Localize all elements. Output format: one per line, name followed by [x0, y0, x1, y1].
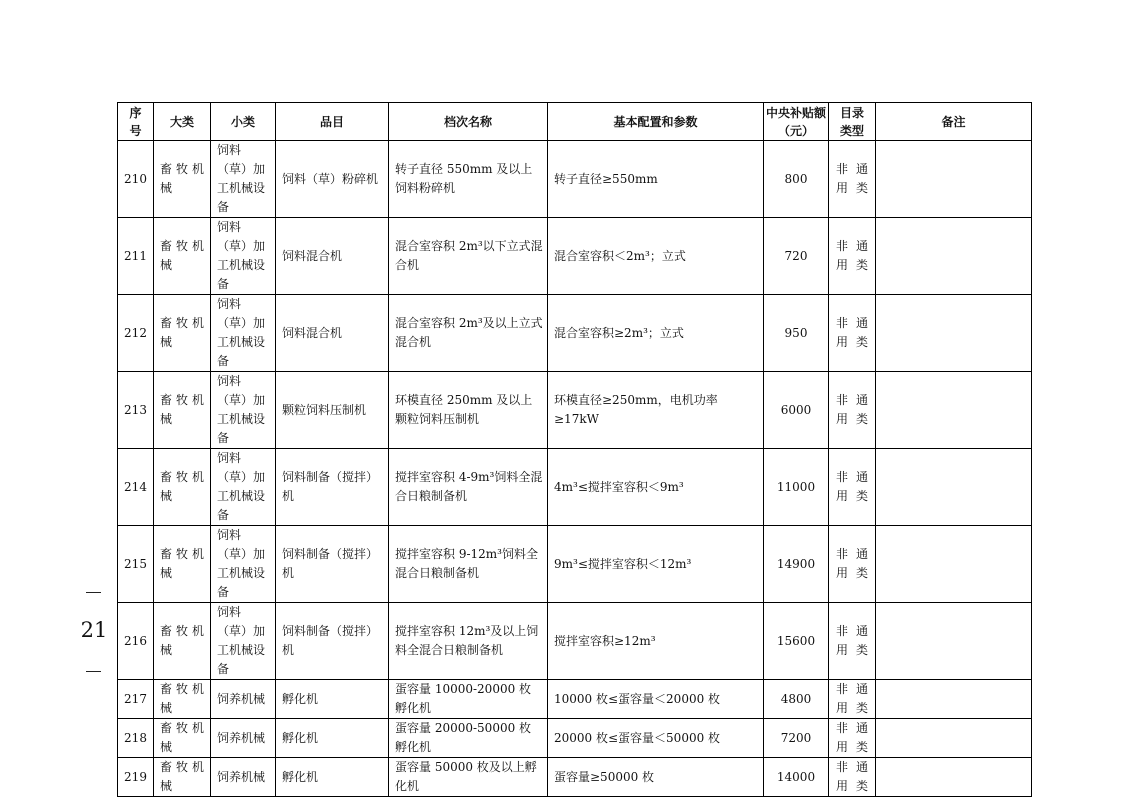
row-category: 畜牧机械 [154, 372, 211, 449]
row-no: 219 [118, 758, 154, 797]
row-category: 畜牧机械 [154, 680, 211, 719]
row-no: 218 [118, 719, 154, 758]
row-params: 混合室容积＜2m³；立式 [548, 218, 764, 295]
row-type: 非通用类 [829, 526, 876, 603]
row-item: 饲料混合机 [276, 295, 389, 372]
table-row [118, 449, 1032, 526]
subsidy-table [117, 102, 1032, 797]
row-subcategory: 饲料（草）加工机械设备 [211, 295, 276, 372]
row-subcategory: 饲养机械 [211, 758, 276, 797]
row-note [876, 526, 1032, 603]
table-row [118, 526, 1032, 603]
row-type: 非通用类 [829, 603, 876, 680]
row-note [876, 758, 1032, 797]
row-no: 212 [118, 295, 154, 372]
row-category: 畜牧机械 [154, 758, 211, 797]
row-item: 饲料制备（搅拌）机 [276, 526, 389, 603]
row-grade: 蛋容量 10000-20000 枚孵化机 [389, 680, 548, 719]
row-subcategory: 饲料（草）加工机械设备 [211, 603, 276, 680]
row-params: 蛋容量≥50000 枚 [548, 758, 764, 797]
row-params: 9m³≤搅拌室容积＜12m³ [548, 526, 764, 603]
row-type: 非通用类 [829, 680, 876, 719]
row-no: 215 [118, 526, 154, 603]
row-subsidy: 6000 [764, 372, 829, 449]
row-item: 颗粒饲料压制机 [276, 372, 389, 449]
row-no: 214 [118, 449, 154, 526]
header-category: 大类 [154, 103, 211, 141]
table-row [118, 758, 1032, 797]
header-grade: 档次名称 [389, 103, 548, 141]
row-no: 213 [118, 372, 154, 449]
row-category: 畜牧机械 [154, 603, 211, 680]
row-category: 畜牧机械 [154, 449, 211, 526]
row-category: 畜牧机械 [154, 719, 211, 758]
row-grade: 转子直径 550mm 及以上饲料粉碎机 [389, 141, 548, 218]
row-no: 217 [118, 680, 154, 719]
row-type: 非通用类 [829, 141, 876, 218]
table-row [118, 295, 1032, 372]
row-subsidy: 15600 [764, 603, 829, 680]
row-item: 饲料制备（搅拌）机 [276, 603, 389, 680]
row-note [876, 295, 1032, 372]
row-type: 非通用类 [829, 295, 876, 372]
row-category: 畜牧机械 [154, 141, 211, 218]
row-subcategory: 饲养机械 [211, 719, 276, 758]
row-note [876, 603, 1032, 680]
row-subcategory: 饲养机械 [211, 680, 276, 719]
header-note: 备注 [876, 103, 1032, 141]
row-subcategory: 饲料（草）加工机械设备 [211, 141, 276, 218]
row-params: 10000 枚≤蛋容量＜20000 枚 [548, 680, 764, 719]
table-row [118, 719, 1032, 758]
row-grade: 蛋容量 20000-50000 枚孵化机 [389, 719, 548, 758]
row-subsidy: 14000 [764, 758, 829, 797]
row-type: 非通用类 [829, 218, 876, 295]
row-subcategory: 饲料（草）加工机械设备 [211, 218, 276, 295]
row-type: 非通用类 [829, 758, 876, 797]
row-item: 孵化机 [276, 758, 389, 797]
row-no: 211 [118, 218, 154, 295]
row-subcategory: 饲料（草）加工机械设备 [211, 526, 276, 603]
row-note [876, 218, 1032, 295]
header-no: 序号 [118, 103, 154, 141]
row-type: 非通用类 [829, 449, 876, 526]
table-row [118, 603, 1032, 680]
header-subcategory: 小类 [211, 103, 276, 141]
row-params: 4m³≤搅拌室容积＜9m³ [548, 449, 764, 526]
row-params: 环模直径≥250mm，电机功率≥17kW [548, 372, 764, 449]
row-category: 畜牧机械 [154, 526, 211, 603]
row-grade: 蛋容量 50000 枚及以上孵化机 [389, 758, 548, 797]
row-note [876, 372, 1032, 449]
row-grade: 混合室容积 2m³以下立式混合机 [389, 218, 548, 295]
page-number-dash-bottom [86, 671, 101, 672]
row-subsidy: 14900 [764, 526, 829, 603]
table-row [118, 141, 1032, 218]
row-grade: 环模直径 250mm 及以上颗粒饲料压制机 [389, 372, 548, 449]
row-params: 混合室容积≥2m³；立式 [548, 295, 764, 372]
row-grade: 搅拌室容积 4-9m³饲料全混合日粮制备机 [389, 449, 548, 526]
row-grade: 混合室容积 2m³及以上立式混合机 [389, 295, 548, 372]
row-grade: 搅拌室容积 9-12m³饲料全混合日粮制备机 [389, 526, 548, 603]
table-row [118, 218, 1032, 295]
table-header-row [118, 103, 1032, 141]
row-params: 20000 枚≤蛋容量＜50000 枚 [548, 719, 764, 758]
row-subsidy: 800 [764, 141, 829, 218]
header-item: 品目 [276, 103, 389, 141]
table-row [118, 372, 1032, 449]
row-item: 孵化机 [276, 719, 389, 758]
row-note [876, 449, 1032, 526]
row-type: 非通用类 [829, 372, 876, 449]
table-row [118, 680, 1032, 719]
page-number: 21 [80, 618, 108, 642]
header-subsidy: 中央补贴额（元） [764, 103, 829, 141]
row-params: 转子直径≥550mm [548, 141, 764, 218]
row-item: 饲料（草）粉碎机 [276, 141, 389, 218]
row-category: 畜牧机械 [154, 295, 211, 372]
row-type: 非通用类 [829, 719, 876, 758]
page-number-dash-top [86, 592, 101, 593]
row-subcategory: 饲料（草）加工机械设备 [211, 449, 276, 526]
row-subsidy: 720 [764, 218, 829, 295]
row-category: 畜牧机械 [154, 218, 211, 295]
row-item: 饲料混合机 [276, 218, 389, 295]
header-type: 目录类型 [829, 103, 876, 141]
row-subcategory: 饲料（草）加工机械设备 [211, 372, 276, 449]
row-note [876, 719, 1032, 758]
header-params: 基本配置和参数 [548, 103, 764, 141]
row-subsidy: 7200 [764, 719, 829, 758]
row-note [876, 141, 1032, 218]
row-subsidy: 4800 [764, 680, 829, 719]
row-grade: 搅拌室容积 12m³及以上饲料全混合日粮制备机 [389, 603, 548, 680]
row-item: 孵化机 [276, 680, 389, 719]
row-no: 210 [118, 141, 154, 218]
row-subsidy: 11000 [764, 449, 829, 526]
row-note [876, 680, 1032, 719]
row-item: 饲料制备（搅拌）机 [276, 449, 389, 526]
row-no: 216 [118, 603, 154, 680]
row-subsidy: 950 [764, 295, 829, 372]
row-params: 搅拌室容积≥12m³ [548, 603, 764, 680]
